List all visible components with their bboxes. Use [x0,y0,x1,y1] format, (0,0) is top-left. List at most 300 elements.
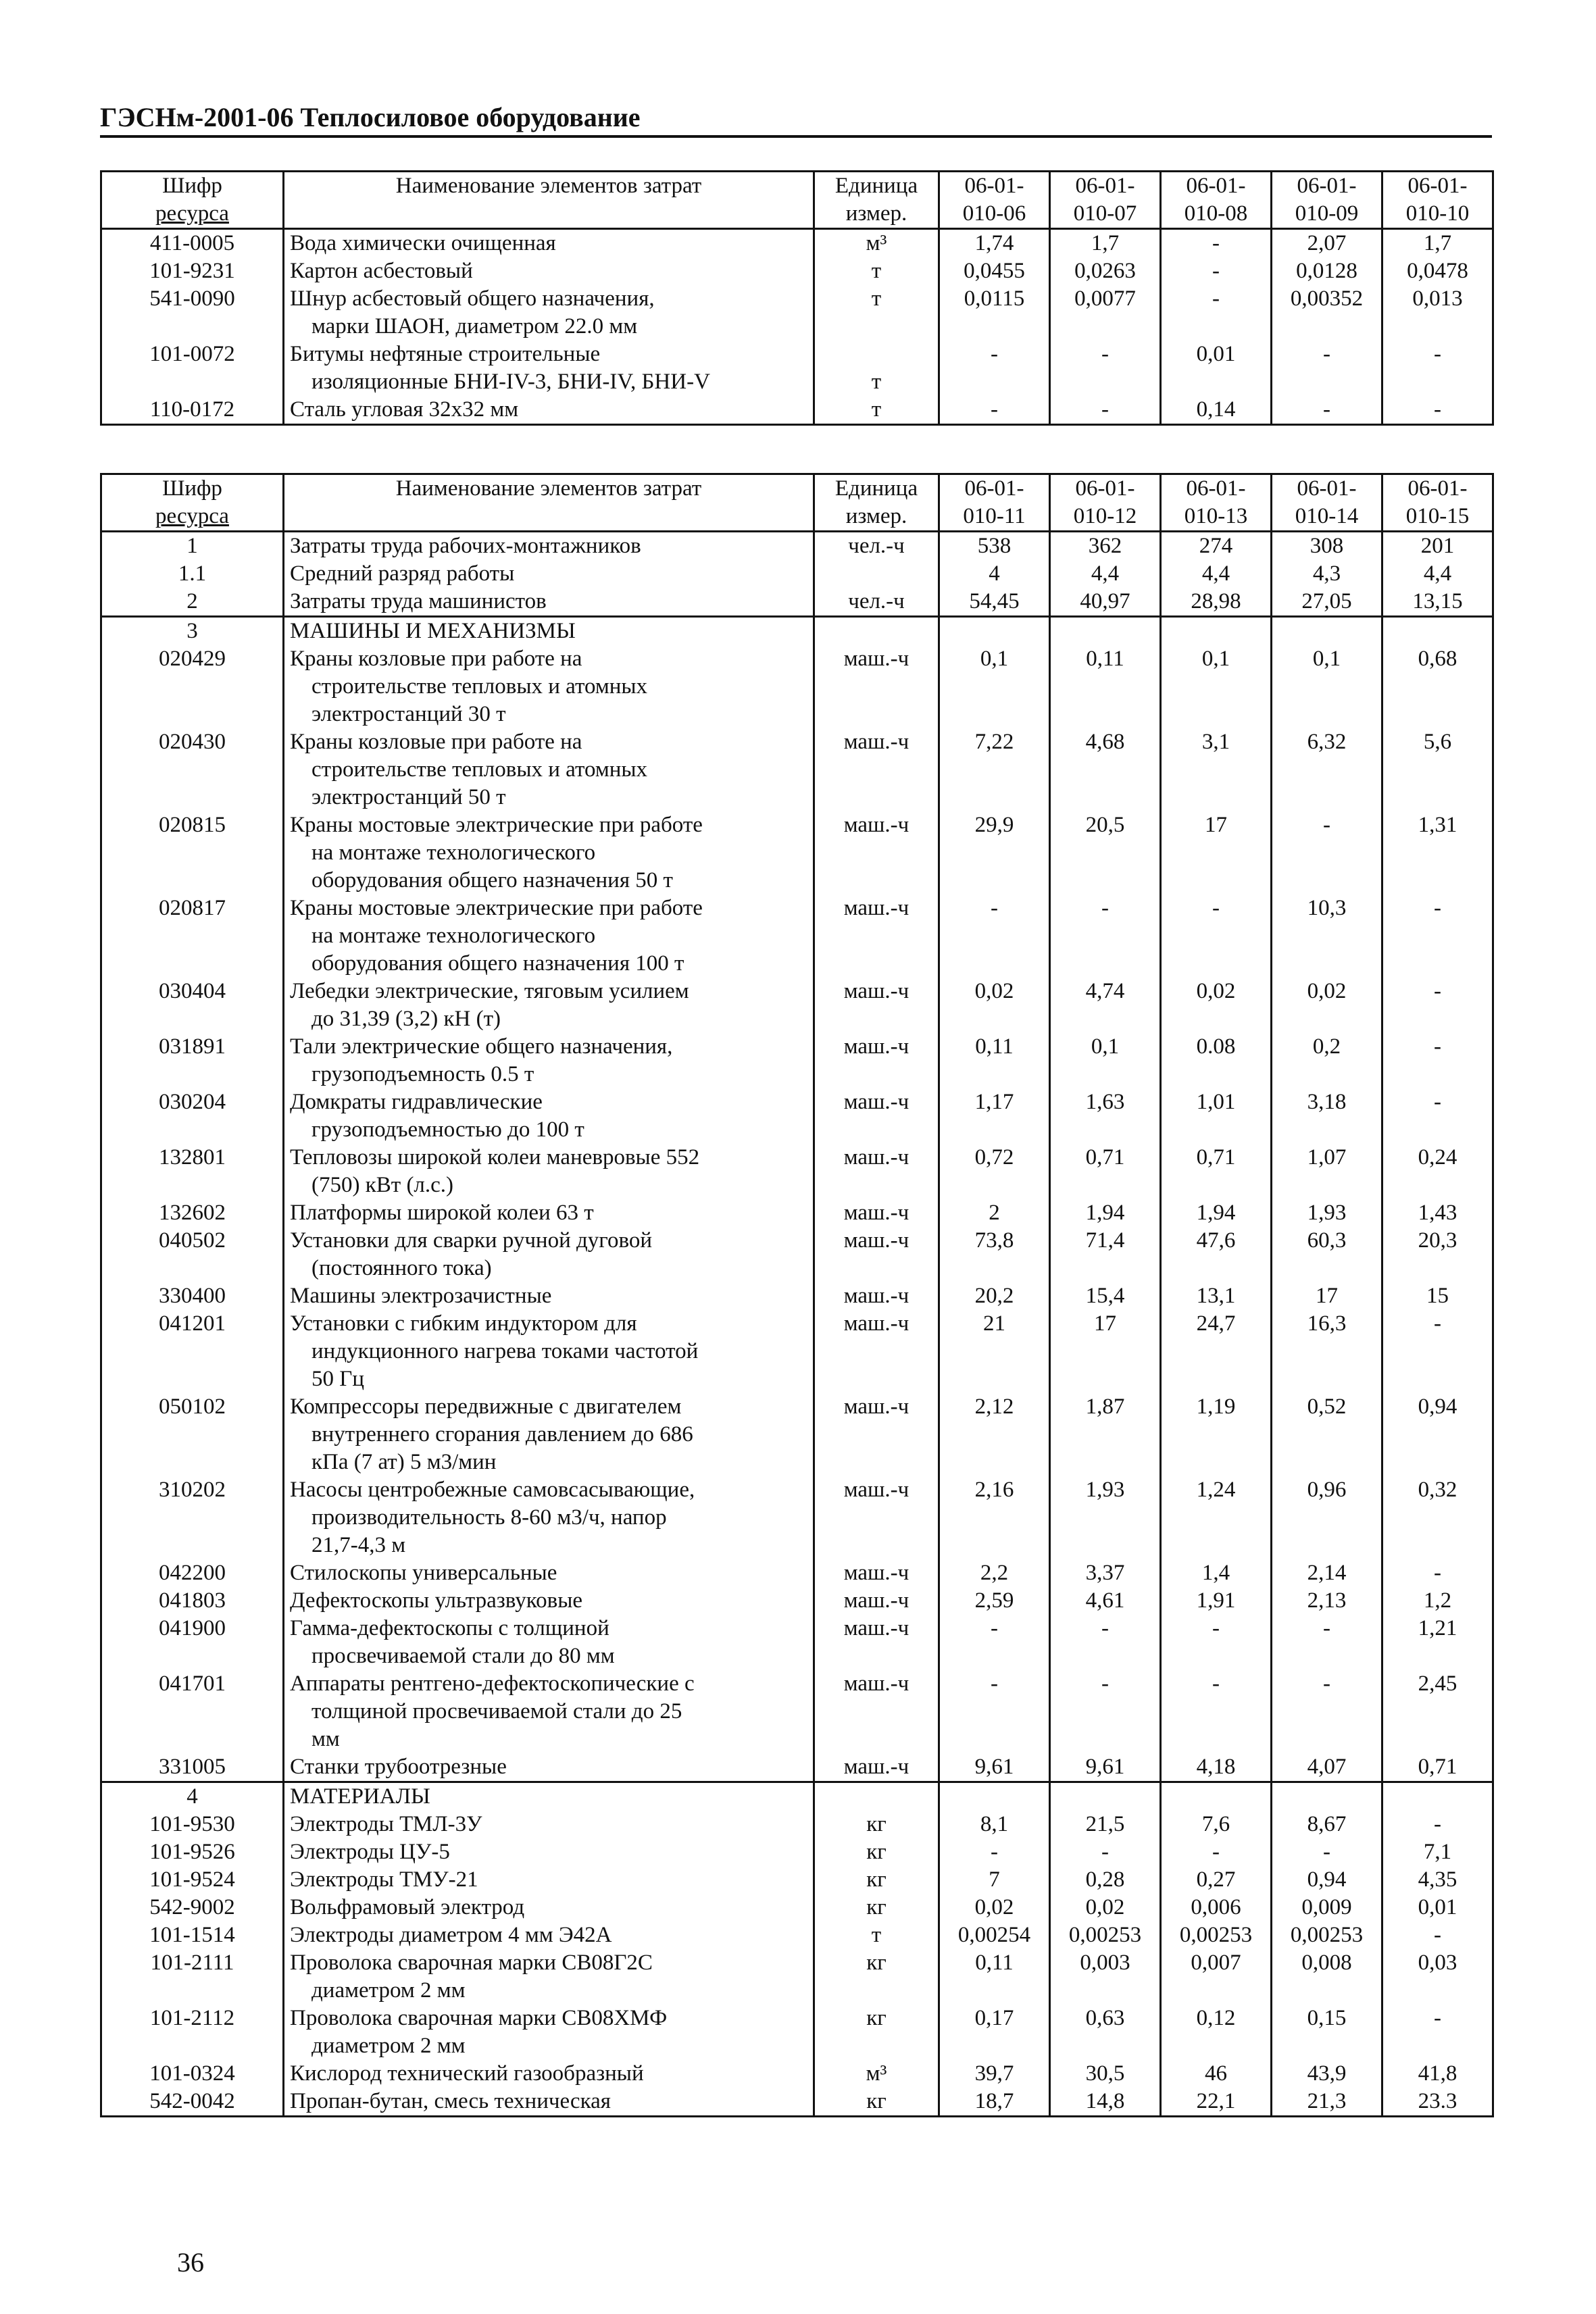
resource-code: 101-9524 [101,1866,284,1894]
value-cell: 60,3 [1272,1227,1382,1282]
unit-cell: маш.-ч [814,1144,939,1199]
page-number: 36 [177,2247,204,2278]
value-cell: 3,37 [1050,1559,1161,1587]
value-cell: 0,11 [1050,645,1161,728]
value-cell: 1,93 [1272,1199,1382,1227]
resource-name-line: марки ШАОН, диаметром 22.0 мм [311,314,638,338]
resource-name-line: Тепловозы широкой колеи маневровые 552 [290,1145,700,1169]
value-cell: 1,19 [1161,1393,1272,1476]
table-row [101,588,1493,617]
resource-code: 310202 [101,1476,284,1559]
resource-name [284,1866,814,1894]
value-cell: - [1272,1615,1382,1670]
value-cell: 0,00253 [1161,1921,1272,1949]
resource-code: 030204 [101,1088,284,1144]
resource-name [284,285,814,341]
value-cell: 1,01 [1161,1088,1272,1144]
value-cell: - [1382,1559,1493,1587]
section-row [101,1782,1493,1811]
resource-name-line: Гамма-дефектоскопы с толщиной [290,1616,609,1640]
value-cell: 1,7 [1382,229,1493,258]
table-row [101,1559,1493,1587]
value-cell: - [939,1670,1050,1753]
resource-code: 041201 [101,1310,284,1393]
value-cell: 0,0478 [1382,257,1493,285]
resource-code: 020815 [101,811,284,895]
value-cell: 0,007 [1161,1949,1272,2005]
unit-cell: маш.-ч [814,1559,939,1587]
table-row [101,1921,1493,1949]
value-cell: 0,1 [1161,645,1272,728]
table-row [101,2005,1493,2060]
resource-code: 041803 [101,1587,284,1615]
unit-cell: маш.-ч [814,1753,939,1782]
value-cell: 22,1 [1161,2088,1272,2117]
resource-name [284,2005,814,2060]
resource-name-line: Домкраты гидравлические [290,1090,543,1114]
value-cell: 0,72 [939,1144,1050,1199]
resource-name-line: Лебедки электрические, тяговым усилием [290,979,689,1003]
value-cell: 15,4 [1050,1282,1161,1310]
resource-name-line: строительстве тепловых и атомных [311,757,648,782]
value-cell: 9,61 [939,1753,1050,1782]
resource-name-line: (постоянного тока) [311,1256,492,1280]
value-cell: 1,7 [1050,229,1161,258]
value-cell: 21,5 [1050,1811,1161,1838]
resource-name-line: Картон асбестовый [290,259,473,283]
resource-name-line: Электроды ТМЛ-3У [290,1812,482,1836]
value-cell: 274 [1161,532,1272,561]
value-cell: - [1161,895,1272,978]
value-cell: 1,94 [1050,1199,1161,1227]
resource-code: 411-0005 [101,229,284,258]
value-cell: 2,2 [939,1559,1050,1587]
unit-cell: кг [814,1949,939,2005]
value-cell: - [1382,1033,1493,1088]
table-row [101,1199,1493,1227]
empty-cell [1161,617,1272,646]
resource-name-line: (750) кВт (л.с.) [311,1173,454,1197]
unit-cell: маш.-ч [814,811,939,895]
value-cell: 0,006 [1161,1894,1272,1921]
value-cell: 1,74 [939,229,1050,258]
empty-cell [1272,617,1382,646]
table-row [101,2060,1493,2088]
col-header-code: Шифр ресурса [101,474,284,532]
col-header-name: Наименование элементов затрат [284,474,814,532]
value-cell: - [1382,1921,1493,1949]
resource-name-line: Краны мостовые электрические при работе [290,896,703,920]
value-cell: 13,1 [1161,1282,1272,1310]
value-cell: 1,4 [1161,1559,1272,1587]
section-code: 4 [101,1782,284,1811]
resource-code: 101-9231 [101,257,284,285]
resource-name [284,341,814,396]
value-cell: 10,3 [1272,895,1382,978]
value-cell: 73,8 [939,1227,1050,1282]
value-cell: - [939,1615,1050,1670]
resource-code: 020817 [101,895,284,978]
value-cell: 13,15 [1382,588,1493,617]
value-cell: 0,03 [1382,1949,1493,2005]
col-header-06-01-010-10: 06-01- 010-10 [1382,172,1493,229]
resource-name [284,1949,814,2005]
resource-name-line: Пропан-бутан, смесь техническая [290,2089,611,2113]
unit-cell: маш.-ч [814,728,939,811]
table-row [101,229,1493,258]
table-row [101,560,1493,588]
value-cell: 8,67 [1272,1811,1382,1838]
resource-code: 1 [101,532,284,561]
value-cell: 1,87 [1050,1393,1161,1476]
table-row [101,728,1493,811]
table-row [101,1227,1493,1282]
section-code: 3 [101,617,284,646]
empty-cell [814,617,939,646]
col-header-unit: Единица измер. [814,172,939,229]
value-cell: 30,5 [1050,2060,1161,2088]
table-row [101,1144,1493,1199]
resource-name-line: Краны мостовые электрические при работе [290,813,703,837]
resource-name-line: индукционного нагрева токами частотой [311,1339,699,1363]
resource-name [284,1921,814,1949]
resource-code: 331005 [101,1753,284,1782]
resource-name [284,1199,814,1227]
resource-name-line: внутреннего сгорания давлением до 686 [311,1422,693,1447]
value-cell: 14,8 [1050,2088,1161,2117]
resource-name [284,560,814,588]
value-cell: 4,61 [1050,1587,1161,1615]
unit-cell: т [814,1921,939,1949]
resource-code: 101-2111 [101,1949,284,2005]
value-cell: 0,1 [1050,1033,1161,1088]
value-cell: 0,27 [1161,1866,1272,1894]
resource-name [284,1838,814,1866]
resource-code: 041900 [101,1615,284,1670]
value-cell: 47,6 [1161,1227,1272,1282]
value-cell: 4,35 [1382,1866,1493,1894]
table-header-row [101,172,1493,229]
value-cell: - [1382,1310,1493,1393]
unit-cell: кг [814,1866,939,1894]
resource-name-line: Машины электрозачистные [290,1284,552,1308]
value-cell: 0,94 [1272,1866,1382,1894]
resource-name-line: диаметром 2 мм [311,2034,466,2058]
section-title: МАТЕРИАЛЫ [284,1782,814,1811]
resource-name-line: до 31,39 (3,2) кН (т) [311,1007,501,1031]
value-cell: 0,0115 [939,285,1050,341]
table-row [101,1393,1493,1476]
unit-cell: чел.-ч [814,588,939,617]
unit-cell: чел.-ч [814,532,939,561]
col-header-unit: Единица измер. [814,474,939,532]
table-row [101,1282,1493,1310]
value-cell: 4,4 [1382,560,1493,588]
value-cell: 41,8 [1382,2060,1493,2088]
unit-cell: маш.-ч [814,1088,939,1144]
value-cell: 0,15 [1272,2005,1382,2060]
resource-name-line: Установки с гибким индуктором для [290,1311,637,1336]
resource-name-line: электростанций 50 т [311,785,506,809]
value-cell: 0.08 [1161,1033,1272,1088]
value-cell: 17 [1050,1310,1161,1393]
resource-code: 101-1514 [101,1921,284,1949]
resource-name-line: строительстве тепловых и атомных [311,674,648,699]
value-cell: 43,9 [1272,2060,1382,2088]
value-cell: 0,24 [1382,1144,1493,1199]
value-cell: - [1272,811,1382,895]
value-cell: 0,009 [1272,1894,1382,1921]
resource-name [284,1811,814,1838]
value-cell: 0,71 [1382,1753,1493,1782]
resource-code: 041701 [101,1670,284,1753]
value-cell: 0,71 [1161,1144,1272,1199]
empty-cell [1382,617,1493,646]
unit-cell: т [814,257,939,285]
resource-code: 330400 [101,1282,284,1310]
value-cell: - [1050,895,1161,978]
value-cell: 1,17 [939,1088,1050,1144]
table-row [101,1838,1493,1866]
unit-cell: кг [814,1894,939,1921]
resource-name-line: 21,7-4,3 м [311,1533,406,1557]
table-row [101,1310,1493,1393]
resource-code: 101-0072 [101,341,284,396]
resource-name-line: Кислород технический газообразный [290,2061,644,2086]
table-row [101,895,1493,978]
unit-cell: маш.-ч [814,1227,939,1282]
value-cell: 0,01 [1161,341,1272,396]
value-cell: - [939,396,1050,425]
table-row [101,1587,1493,1615]
resource-name-line: Электроды ТМУ-21 [290,1867,478,1892]
resource-name [284,396,814,425]
resource-name-line: Насосы центробежные самовсасывающие, [290,1478,695,1502]
resource-name [284,1559,814,1587]
value-cell: 16,3 [1272,1310,1382,1393]
value-cell: 20,5 [1050,811,1161,895]
resource-name [284,257,814,285]
resource-code: 020430 [101,728,284,811]
resource-code: 132801 [101,1144,284,1199]
resource-name-line: Затраты труда машинистов [290,589,547,613]
value-cell: 1,2 [1382,1587,1493,1615]
value-cell: 29,9 [939,811,1050,895]
value-cell: 538 [939,532,1050,561]
empty-cell [1050,617,1161,646]
resource-name [284,1033,814,1088]
empty-cell [1382,1782,1493,1811]
value-cell: 4,3 [1272,560,1382,588]
table-row [101,341,1493,396]
value-cell: 4 [939,560,1050,588]
value-cell: 7 [939,1866,1050,1894]
table-row [101,1811,1493,1838]
unit-cell: кг [814,2088,939,2117]
value-cell: 0,003 [1050,1949,1161,2005]
value-cell: 39,7 [939,2060,1050,2088]
resource-name-line: Станки трубоотрезные [290,1755,507,1779]
col-header-06-01-010-13: 06-01- 010-13 [1161,474,1272,532]
resource-code: 020429 [101,645,284,728]
unit-cell: маш.-ч [814,645,939,728]
resource-name-line: Платформы широкой колеи 63 т [290,1201,594,1225]
value-cell: 28,98 [1161,588,1272,617]
value-cell: 7,22 [939,728,1050,811]
value-cell: 23.3 [1382,2088,1493,2117]
resource-name-line: на монтаже технологического [311,840,596,865]
value-cell: 3,1 [1161,728,1272,811]
value-cell: 21,3 [1272,2088,1382,2117]
value-cell: 6,32 [1272,728,1382,811]
value-cell: - [1161,1838,1272,1866]
col-header-06-01-010-11: 06-01- 010-11 [939,474,1050,532]
value-cell: 0,00253 [1272,1921,1382,1949]
resource-name-line: Вода химически очищенная [290,231,556,255]
table-header-row [101,474,1493,532]
value-cell: 0,02 [1272,978,1382,1033]
value-cell: - [1382,978,1493,1033]
value-cell: - [1161,1670,1272,1753]
resource-name [284,588,814,617]
value-cell: - [1272,341,1382,396]
value-cell: 1,93 [1050,1476,1161,1559]
value-cell: 0,11 [939,1949,1050,2005]
col-header-06-01-010-14: 06-01- 010-14 [1272,474,1382,532]
value-cell: 0,02 [1161,978,1272,1033]
value-cell: - [1050,1670,1161,1753]
resource-name-line: Шнур асбестовый общего назначения, [290,286,655,311]
value-cell: 54,45 [939,588,1050,617]
value-cell: - [939,1838,1050,1866]
value-cell: 0,71 [1050,1144,1161,1199]
value-cell: 4,4 [1050,560,1161,588]
value-cell: 15 [1382,1282,1493,1310]
value-cell: - [939,895,1050,978]
value-cell: 0,008 [1272,1949,1382,2005]
unit-cell: кг [814,1811,939,1838]
resource-name-line: толщиной просвечиваемой стали до 25 [311,1699,682,1724]
value-cell: - [1382,396,1493,425]
value-cell: - [1272,396,1382,425]
value-cell: 0,0263 [1050,257,1161,285]
resource-code: 030404 [101,978,284,1033]
value-cell: 0,94 [1382,1393,1493,1476]
resource-name-line: Краны козловые при работе на [290,730,582,754]
value-cell: 1,21 [1382,1615,1493,1670]
value-cell: 21 [939,1310,1050,1393]
value-cell: - [1050,341,1161,396]
value-cell: 20,2 [939,1282,1050,1310]
resource-name-line: Сталь угловая 32x32 мм [290,397,519,422]
value-cell: 0,00254 [939,1921,1050,1949]
value-cell: 0,11 [939,1033,1050,1088]
unit-cell: маш.-ч [814,1282,939,1310]
value-cell: 0,01 [1382,1894,1493,1921]
unit-cell: маш.-ч [814,1199,939,1227]
value-cell: 362 [1050,532,1161,561]
unit-cell: маш.-ч [814,1393,939,1476]
resource-name-line: мм [311,1727,340,1751]
value-cell: 8,1 [939,1811,1050,1838]
resource-name-line: Затраты труда рабочих-монтажников [290,534,641,558]
resource-name-line: Электроды диаметром 4 мм Э42А [290,1923,612,1947]
empty-cell [939,617,1050,646]
unit-cell: т [814,396,939,425]
value-cell: 0,63 [1050,2005,1161,2060]
resource-name [284,645,814,728]
resource-name [284,728,814,811]
value-cell: 2,16 [939,1476,1050,1559]
resource-name-line: оборудования общего назначения 50 т [311,868,673,892]
value-cell: - [1382,895,1493,978]
value-cell: - [1382,2005,1493,2060]
value-cell: 0,00253 [1050,1921,1161,1949]
value-cell: 308 [1272,532,1382,561]
value-cell: 5,6 [1382,728,1493,811]
value-cell: - [1382,1811,1493,1838]
resource-name-line: производительность 8-60 м3/ч, напор [311,1505,667,1530]
value-cell: 4,4 [1161,560,1272,588]
value-cell: 1,94 [1161,1199,1272,1227]
table-row [101,1476,1493,1559]
value-cell: 1,24 [1161,1476,1272,1559]
value-cell: 0,0128 [1272,257,1382,285]
unit-cell: т [814,285,939,341]
resource-name [284,1088,814,1144]
value-cell: 3,18 [1272,1088,1382,1144]
value-cell: 1,91 [1161,1587,1272,1615]
table-row [101,1866,1493,1894]
unit-cell: маш.-ч [814,1615,939,1670]
resource-name-line: кПа (7 ат) 5 м3/мин [311,1450,497,1474]
value-cell: - [1050,1615,1161,1670]
resource-name-line: электростанций 30 т [311,702,506,726]
unit-cell: маш.-ч [814,978,939,1033]
table-row [101,285,1493,341]
value-cell: 46 [1161,2060,1272,2088]
resource-name [284,1476,814,1559]
resource-code: 101-0324 [101,2060,284,2088]
resource-name [284,1587,814,1615]
value-cell: 7,6 [1161,1811,1272,1838]
value-cell: 71,4 [1050,1227,1161,1282]
resource-name-line: грузоподъемностью до 100 т [311,1117,584,1142]
value-cell: 1,31 [1382,811,1493,895]
resource-name-line: Тали электрические общего назначения, [290,1034,673,1059]
resource-code: 1.1 [101,560,284,588]
unit-cell: т [814,341,939,396]
resource-code: 541-0090 [101,285,284,341]
value-cell: 2,59 [939,1587,1050,1615]
resource-name-line: Компрессоры передвижные с двигателем [290,1394,682,1419]
value-cell: - [1050,1838,1161,1866]
resource-code: 040502 [101,1227,284,1282]
col-header-06-01-010-15: 06-01- 010-15 [1382,474,1493,532]
value-cell: 4,07 [1272,1753,1382,1782]
value-cell: 0,52 [1272,1393,1382,1476]
col-header-06-01-010-12: 06-01- 010-12 [1050,474,1161,532]
resource-name [284,1282,814,1310]
value-cell: 2,13 [1272,1587,1382,1615]
resource-name [284,1894,814,1921]
value-cell: 18,7 [939,2088,1050,2117]
col-header-06-01-010-06: 06-01- 010-06 [939,172,1050,229]
value-cell: 0,00352 [1272,285,1382,341]
unit-cell: маш.-ч [814,895,939,978]
page-title: ГЭСНм-2001-06 Теплосиловое оборудование [100,102,641,132]
value-cell: 1,07 [1272,1144,1382,1199]
